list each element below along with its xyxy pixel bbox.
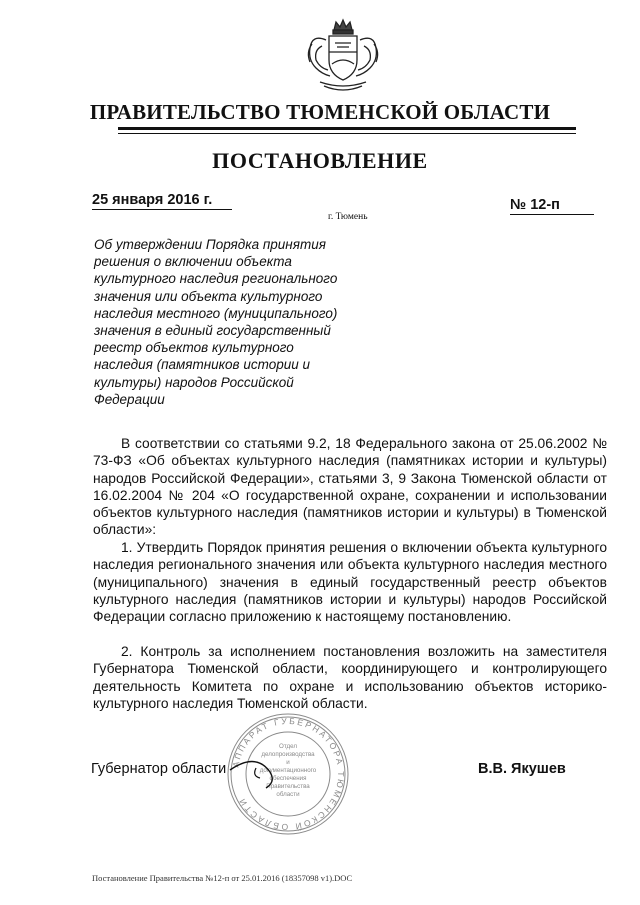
document-type-title: ПОСТАНОВЛЕНИЕ: [212, 148, 428, 173]
svg-text:Отдел: Отдел: [279, 743, 297, 750]
subject-line: решения о включении объекта: [94, 254, 292, 270]
clause-1-paragraph: 1. Утвердить Порядок принятия решения о включении объекта культурного наследия регионального значения или объекта культурного наследия местного (муниципального) значения в единый государственный реестр объектов культурного наследия (памятников истории и культуры) народов Российской Федерации согласно приложению к настоящему постановлению.: [93, 540, 607, 625]
clause-2-paragraph: 2. Контроль за исполнением постановления возложить на заместителя Губернатора Тюменской области, координирующего и контролирующего деятельность Комитета по охране и использованию объектов историко-культурного наследия Тюменской области.: [93, 644, 607, 711]
svg-text:и: и: [286, 759, 290, 766]
svg-text:области: области: [276, 791, 300, 798]
subject-line: Об утверждении Порядка принятия: [94, 237, 326, 252]
subject-line: культуры) народов Российской: [94, 374, 294, 390]
header-rule-thick: [118, 127, 576, 130]
subject-line: культурного наследия регионального: [94, 271, 338, 287]
document-date: 25 января 2016 г.: [92, 192, 232, 210]
subject-line: реестр объектов культурного: [94, 340, 294, 356]
subject-line: Федерации: [94, 391, 165, 407]
document-subject: [94, 236, 374, 408]
signatory-title: Губернатор области: [91, 761, 227, 777]
document-footer: Постановление Правительства №12-п от 25.01.2016 (18357098 v1).DOC: [92, 873, 353, 883]
document-number: № 12-п: [510, 197, 594, 215]
coat-of-arms-icon: [302, 16, 384, 96]
subject-line: значения в единый государственный: [94, 323, 331, 339]
svg-text:делопроизводства: делопроизводства: [261, 751, 315, 758]
preamble-paragraph: В соответствии со статьями 9.2, 18 Федерального закона от 25.06.2002 № 73-ФЗ «Об объектах культурного наследия (памятниках истории и культуры) народов Российской Федерации», статьями 3, 9 Закона Тюменской области от 16.02.2004 № 204 «О государственной охране, сохранении и использовании объектов культурного наследия (памятников истории и культуры) в Тюменской области»:: [93, 436, 607, 538]
subject-line: наследия местного (муниципального): [94, 305, 338, 321]
signatory-name: В.В. Якушев: [478, 761, 566, 777]
svg-text:АППАРАТ ГУБЕРНАТОРА ТЮМЕНСКОЙ: АППАРАТ ГУБЕРНАТОРА ТЮМЕНСКОЙ ОБЛАСТИ: [230, 715, 347, 833]
subject-line: значения или объекта культурного: [94, 288, 323, 304]
document-city: г. Тюмень: [328, 212, 368, 222]
official-seal-stamp: [226, 712, 350, 836]
svg-text:Правительства: Правительства: [266, 783, 310, 790]
svg-text:обеспечения: обеспечения: [269, 775, 307, 782]
government-title: ПРАВИТЕЛЬСТВО ТЮМЕНСКОЙ ОБЛАСТИ: [89, 100, 551, 124]
svg-text:документационного: документационного: [259, 767, 317, 774]
header-rule-thin: [118, 133, 576, 134]
subject-line: наследия (памятников истории и: [94, 357, 310, 373]
